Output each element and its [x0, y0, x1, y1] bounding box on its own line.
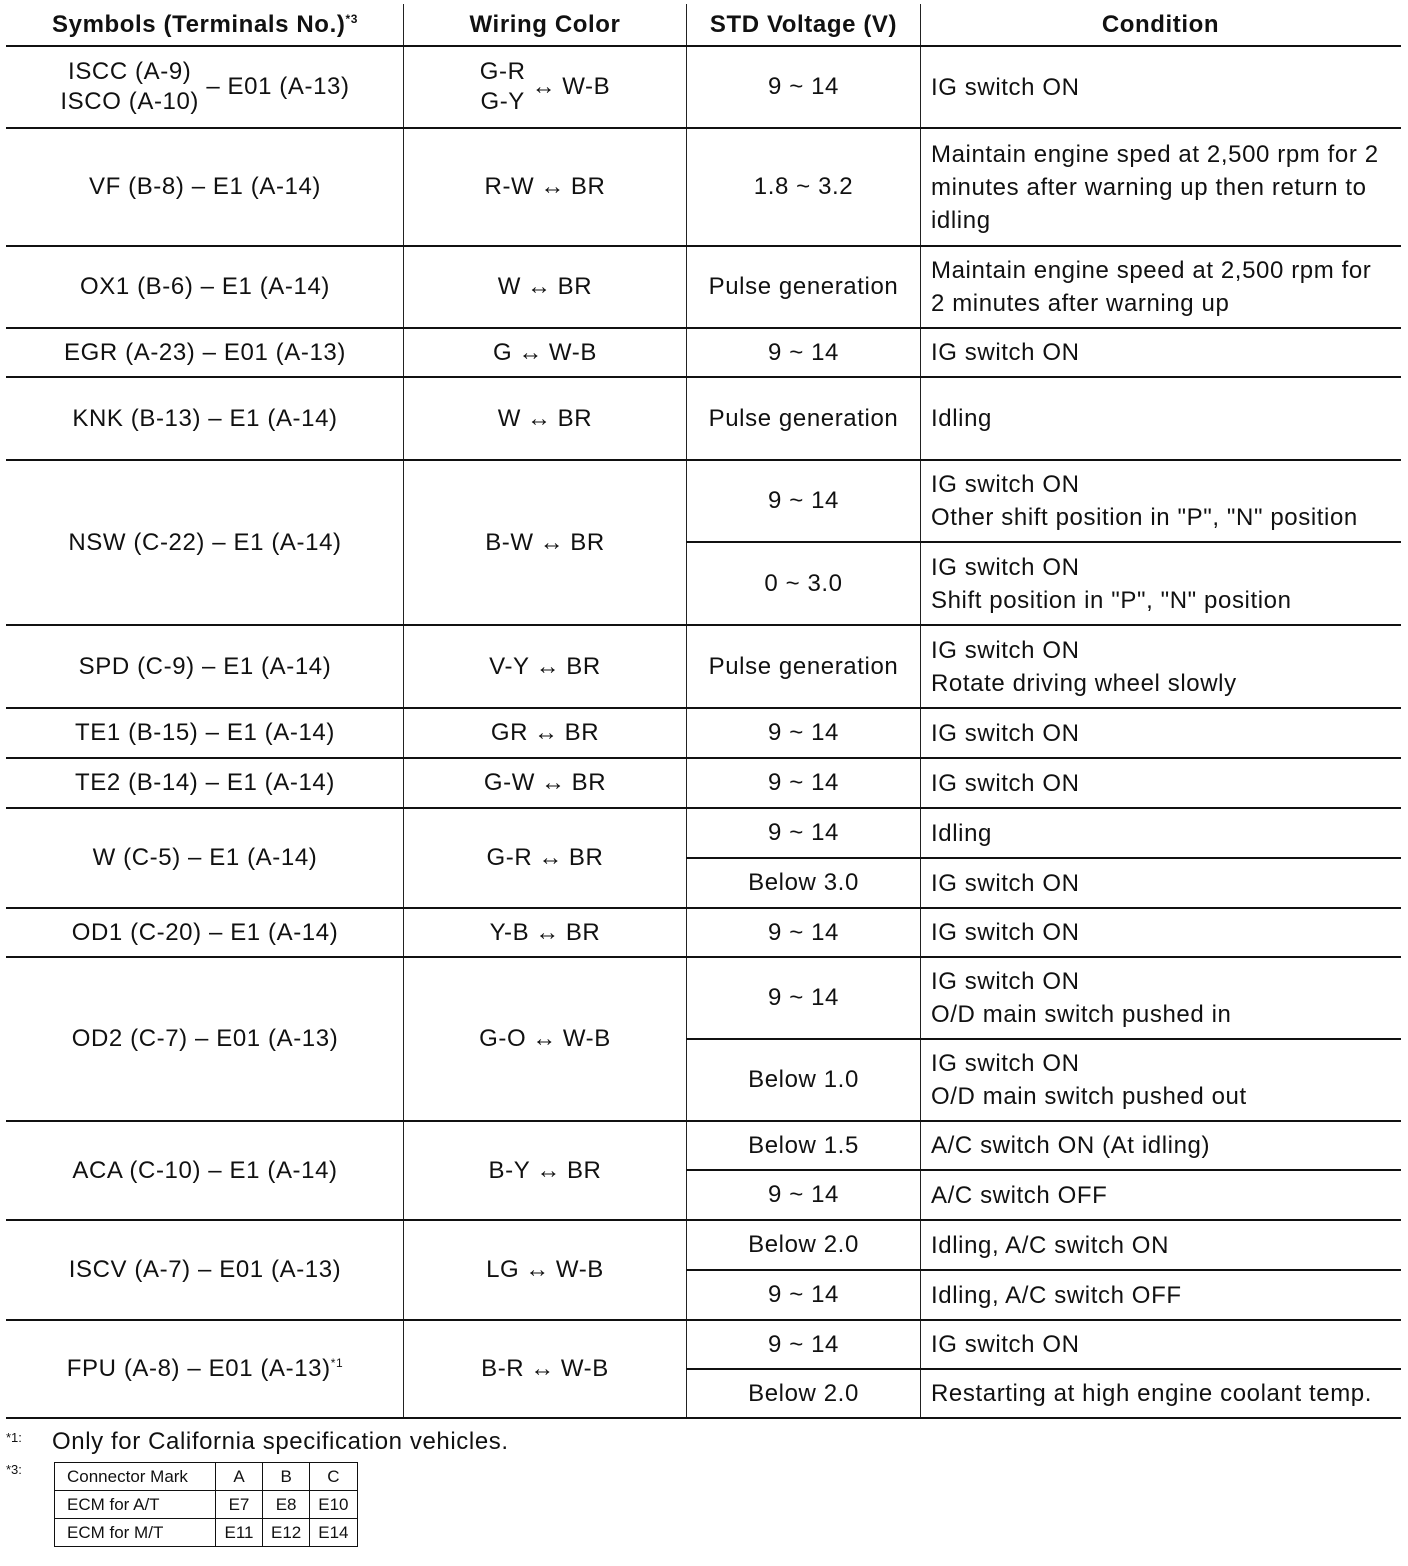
condition-cell: Maintain engine speed at 2,500 rpm for 2 minutes after warning up — [921, 246, 1401, 328]
condition-cell: A/C switch OFF — [921, 1170, 1401, 1220]
wiring-cell: B-W ↔ BR — [404, 460, 687, 625]
wiring-cell: G-O ↔ W-B — [404, 957, 687, 1121]
symbol-cell: OX1 (B-6) – E1 (A-14) — [7, 246, 404, 328]
header-symbols-note: *3 — [345, 12, 358, 26]
symbol-cell: FPU (A-8) – E01 (A-13)$^{*1}$ — [7, 1320, 404, 1418]
voltage-cell: 9 ~ 14 — [687, 46, 921, 128]
wiring-cell: R-W ↔ BR — [404, 128, 687, 246]
bidirectional-arrow-icon: ↔ — [538, 844, 563, 871]
bidirectional-arrow-icon: ↔ — [518, 338, 543, 366]
connector-header-row: Connector Mark A B C — [55, 1463, 358, 1491]
voltage-cell: Below 1.5 — [687, 1121, 921, 1170]
table-row — [7, 1320, 1401, 1369]
condition-cell: A/C switch ON (At idling) — [921, 1121, 1401, 1170]
voltage-cell: 9 ~ 14 — [687, 708, 921, 758]
condition-cell: Restarting at high engine coolant temp. — [921, 1369, 1401, 1418]
voltage-cell: 9 ~ 14 — [687, 1170, 921, 1220]
table-row — [7, 1121, 1401, 1170]
wiring-cell: B-Y ↔ BR — [404, 1121, 687, 1220]
wiring-cell: W ↔ BR — [404, 246, 687, 328]
bidirectional-arrow-icon: ↔ — [525, 1256, 550, 1283]
connector-row-at: ECM for A/T E7 E8 E10 — [55, 1491, 358, 1519]
condition-cell: IG switch ON — [921, 758, 1401, 808]
voltage-cell: 9 ~ 14 — [687, 1270, 921, 1320]
condition-cell: IG switch ON O/D main switch pushed out — [921, 1039, 1401, 1121]
header-symbols: Symbols (Terminals No.)$^{*3}$ — [7, 5, 404, 47]
symbol-cell: TE2 (B-14) – E1 (A-14) — [7, 758, 404, 808]
bidirectional-arrow-icon: ↔ — [532, 1025, 557, 1052]
voltage-cell: Below 3.0 — [687, 858, 921, 908]
symbol-cell: OD1 (C-20) – E1 (A-14) — [7, 908, 404, 957]
voltage-cell: Pulse generation — [687, 625, 921, 708]
table-row — [7, 1220, 1401, 1270]
footnote-1-mark: *1: — [6, 1430, 22, 1445]
condition-cell: Idling, A/C switch OFF — [921, 1270, 1401, 1320]
condition-cell: IG switch ON — [921, 328, 1401, 377]
voltage-cell: 9 ~ 14 — [687, 758, 921, 808]
condition-cell: Maintain engine sped at 2,500 rpm for 2 minutes after warning up then return to idling — [921, 128, 1401, 246]
symbol-cell: VF (B-8) – E1 (A-14) — [7, 128, 404, 246]
footnote-1 — [6, 1428, 1400, 1456]
bidirectional-arrow-icon: ↔ — [539, 528, 565, 556]
header-wiring-color: Wiring Color — [404, 5, 687, 47]
symbol-cell: ISCV (A-7) – E01 (A-13) — [7, 1220, 404, 1320]
connector-mark-table — [54, 1462, 358, 1547]
voltage-cell: Pulse generation — [687, 246, 921, 328]
voltage-cell: 0 ~ 3.0 — [687, 542, 921, 625]
footnote-3 — [6, 1460, 1400, 1547]
table-row — [7, 957, 1401, 1039]
condition-cell: Idling, A/C switch ON — [921, 1220, 1401, 1270]
voltage-cell: Pulse generation — [687, 377, 921, 460]
connector-row-mt: ECM for M/T E11 E12 E14 — [55, 1519, 358, 1547]
bidirectional-arrow-icon: ↔ — [527, 404, 552, 432]
symbol-cell: OD2 (C-7) – E01 (A-13) — [7, 957, 404, 1121]
symbol-cell: TE1 (B-15) – E1 (A-14) — [7, 708, 404, 758]
bidirectional-arrow-icon: ↔ — [540, 769, 566, 796]
condition-cell: Idling — [921, 808, 1401, 858]
condition-cell: IG switch ON O/D main switch pushed in — [921, 957, 1401, 1039]
footnote-ref: *1 — [330, 1356, 344, 1370]
symbol-cell: ISCC (A-9) ISCO (A-10) – E01 (A-13) — [7, 46, 404, 128]
symbol-cell: KNK (B-13) – E1 (A-14) — [7, 377, 404, 460]
header-std-voltage: STD Voltage (V) — [687, 5, 921, 47]
voltage-cell: 9 ~ 14 — [687, 1320, 921, 1369]
wiring-cell: W ↔ BR — [404, 377, 687, 460]
table-row — [7, 377, 1401, 460]
voltage-cell: Below 1.0 — [687, 1039, 921, 1121]
symbol-cell: ACA (C-10) – E1 (A-14) — [7, 1121, 404, 1220]
condition-cell: IG switch ON Other shift position in "P", "N" position — [921, 460, 1401, 542]
condition-cell: IG switch ON Rotate driving wheel slowly — [921, 625, 1401, 708]
condition-cell: IG switch ON — [921, 908, 1401, 957]
condition-cell: IG switch ON Shift position in "P", "N" position — [921, 542, 1401, 625]
bidirectional-arrow-icon: ↔ — [535, 652, 561, 680]
condition-cell: IG switch ON — [921, 708, 1401, 758]
table-row — [7, 246, 1401, 328]
table-row — [7, 625, 1401, 708]
voltage-cell: 9 ~ 14 — [687, 328, 921, 377]
symbol-cell: W (C-5) – E1 (A-14) — [7, 808, 404, 908]
table-row — [7, 46, 1401, 128]
symbol-cell: NSW (C-22) – E1 (A-14) — [7, 460, 404, 625]
voltage-cell: 9 ~ 14 — [687, 957, 921, 1039]
footnotes — [6, 1428, 1400, 1547]
condition-cell: IG switch ON — [921, 1320, 1401, 1369]
table-row — [7, 460, 1401, 542]
wiring-cell: V-Y ↔ BR — [404, 625, 687, 708]
voltage-cell: 9 ~ 14 — [687, 908, 921, 957]
bidirectional-arrow-icon: ↔ — [535, 918, 560, 946]
table-row — [7, 908, 1401, 957]
wiring-cell: B-R ↔ W-B — [404, 1320, 687, 1418]
table-header-row — [7, 5, 1401, 47]
wiring-cell: G-R G-Y ↔ W-B — [404, 46, 687, 128]
bidirectional-arrow-icon: ↔ — [536, 1156, 561, 1184]
bidirectional-arrow-icon: ↔ — [540, 173, 565, 200]
wiring-cell: G ↔ W-B — [404, 328, 687, 377]
table-row — [7, 758, 1401, 808]
terminal-voltage-table — [6, 4, 1401, 1419]
symbol-cell: SPD (C-9) – E1 (A-14) — [7, 625, 404, 708]
voltage-cell: 9 ~ 14 — [687, 808, 921, 858]
table-row — [7, 808, 1401, 858]
voltage-cell: 9 ~ 14 — [687, 460, 921, 542]
wiring-cell: G-R ↔ BR — [404, 808, 687, 908]
wiring-cell: GR ↔ BR — [404, 708, 687, 758]
footnote-3-mark: *3: — [6, 1462, 22, 1477]
wiring-cell: G-W ↔ BR — [404, 758, 687, 808]
voltage-cell: Below 2.0 — [687, 1369, 921, 1418]
symbol-cell: EGR (A-23) – E01 (A-13) — [7, 328, 404, 377]
footnote-1-text: Only for California specification vehicles. — [52, 1428, 509, 1455]
table-row — [7, 128, 1401, 246]
table-row — [7, 708, 1401, 758]
condition-cell: IG switch ON — [921, 46, 1401, 128]
bidirectional-arrow-icon: ↔ — [527, 273, 552, 300]
voltage-cell: 1.8 ~ 3.2 — [687, 128, 921, 246]
bidirectional-arrow-icon: ↔ — [530, 1355, 555, 1382]
condition-cell: Idling — [921, 377, 1401, 460]
wiring-cell: LG ↔ W-B — [404, 1220, 687, 1320]
bidirectional-arrow-icon: ↔ — [531, 73, 557, 100]
header-condition: Condition — [921, 5, 1401, 47]
voltage-cell: Below 2.0 — [687, 1220, 921, 1270]
wiring-cell: Y-B ↔ BR — [404, 908, 687, 957]
bidirectional-arrow-icon: ↔ — [534, 719, 559, 746]
condition-cell: IG switch ON — [921, 858, 1401, 908]
table-row — [7, 328, 1401, 377]
